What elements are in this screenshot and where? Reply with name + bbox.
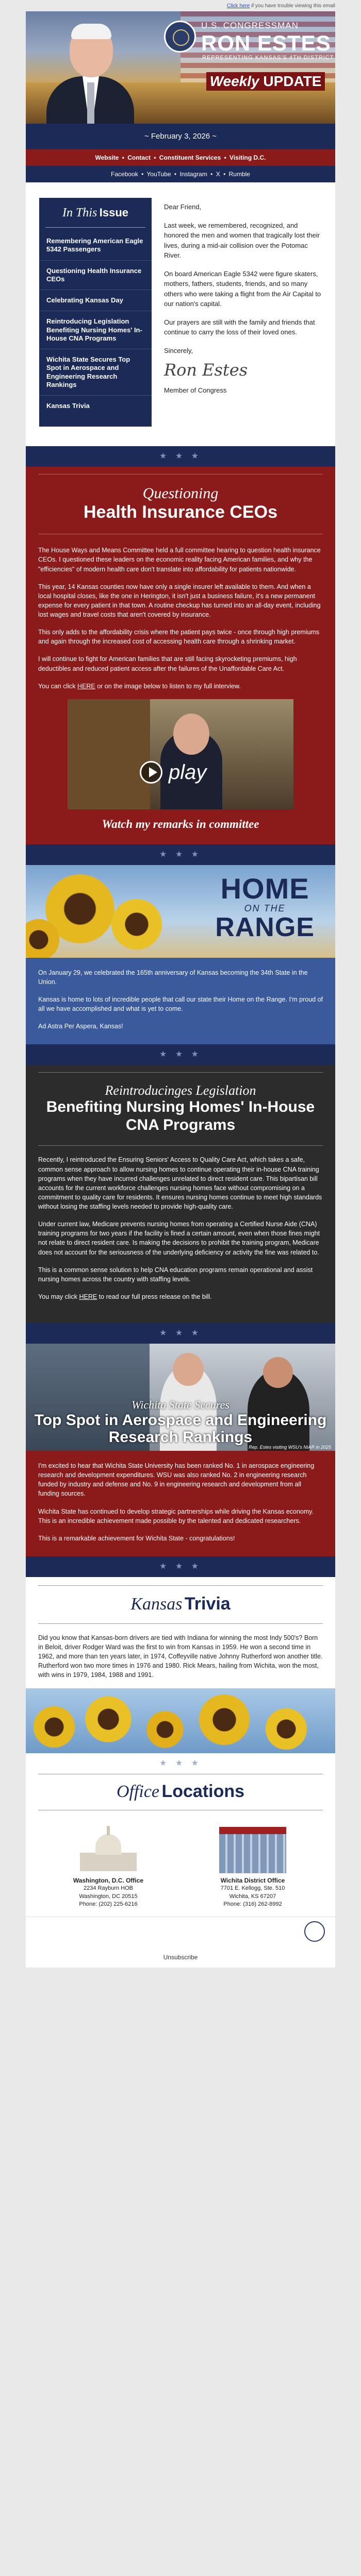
social-youtube-link[interactable]: YouTube — [146, 171, 171, 178]
offices-heading: Locations — [161, 1781, 245, 1801]
ceo-paragraph: I will continue to fight for American families that are still facing skyrocketing premiums, high deductibles and reduced patient access after the failures of the Unaffordable Care Act. — [38, 655, 297, 672]
cna-title — [38, 1072, 323, 1146]
ceo-kicker: Questioning — [142, 485, 219, 502]
view-online-text: if you have trouble viewing this email — [251, 3, 335, 9]
view-online-link[interactable]: Click here — [226, 3, 250, 9]
ceo-section — [26, 467, 335, 844]
nav-website-link[interactable]: Website — [95, 154, 119, 161]
kansas-day-paragraph: Ad Astra Per Aspera, Kansas! — [38, 1023, 123, 1030]
intro-section — [26, 182, 335, 446]
weekly-update-badge — [206, 72, 325, 91]
range-range: RANGE — [215, 912, 315, 942]
cna-paragraph — [38, 1292, 323, 1301]
wsu-banner — [26, 1344, 335, 1451]
sunflower-strip — [26, 1688, 335, 1753]
ceo-title — [38, 474, 323, 534]
capitol-icon — [44, 1817, 173, 1873]
video-caption: Watch my remarks in committee — [102, 817, 259, 831]
congress-seal-icon — [164, 21, 196, 53]
toc-item[interactable]: Celebrating Kansas Day — [39, 290, 152, 311]
ceo-click-post: or on the image below to listen to my full interview. — [97, 682, 241, 690]
kansas-day-section — [26, 958, 335, 1045]
wsu-body — [26, 1461, 335, 1543]
social-separator: • — [223, 171, 226, 178]
trivia-kicker: Kansas — [130, 1594, 183, 1614]
nav-separator: • — [154, 154, 156, 161]
nav-separator: • — [122, 154, 124, 161]
ceo-heading: Health Insurance CEOs — [83, 502, 277, 522]
kansas-day-paragraph: On January 29, we celebrated the 165th anniversary of Kansas becoming the 34th State in the Union. — [38, 969, 308, 986]
social-bar — [26, 166, 335, 182]
wsu-heading: Top Spot in Aerospace and Engineering Research Rankings — [34, 1412, 327, 1446]
unsubscribe-bar — [26, 1947, 335, 1968]
social-x-link[interactable]: X — [216, 171, 220, 178]
letter-paragraph: Our prayers are still with the family and friends that continue to carry the loss of their loved ones. — [164, 318, 315, 336]
range-home: HOME — [220, 872, 309, 905]
office-phone: Phone: (316) 262-8992 — [223, 1901, 282, 1908]
kansas-day-paragraph: Kansas is home to lots of incredible people that call our state their Home on the Range. I'm proud of all we have accomplished and what is yet to come. — [38, 996, 323, 1013]
cna-heading: Benefiting Nursing Homes' In-House CNA Programs — [46, 1098, 315, 1133]
social-facebook-link[interactable]: Facebook — [111, 171, 138, 178]
office-list — [26, 1817, 335, 1909]
ceo-paragraph: This year, 14 Kansas counties now have only a single insurer left available to them. And when a local hospital closes, like the one in Herington, it isn't just a business failure, it's a new permanent expense for every patient in that town. A routine checkup has turned into an all-day event, including lost wages and travel costs that aren't covered by insurance. — [38, 583, 321, 618]
letter-paragraph: On board American Eagle 5342 were figure skaters, mothers, fathers, students, friends, and so many others who were taking a flight from the Air Capital to our nation's capital. — [164, 269, 321, 308]
office-dc — [44, 1817, 173, 1909]
toc-in-this: In This — [62, 206, 97, 219]
social-instagram-link[interactable]: Instagram — [179, 171, 207, 178]
star-divider: ★ ★ ★ — [26, 1323, 335, 1344]
trivia-title — [38, 1585, 323, 1624]
update-label: UPDATE — [263, 73, 322, 89]
offices-title — [38, 1774, 323, 1810]
ceo-here-link[interactable]: HERE — [77, 682, 95, 690]
unsubscribe-link[interactable]: Unsubscribe — [163, 1954, 198, 1961]
ceo-click-pre: You can click — [38, 682, 76, 690]
toc-item[interactable]: Reintroducing Legislation Benefiting Nursing Homes' In-House CNA Programs — [39, 311, 152, 349]
wsu-photo-credit: Rep. Estes visiting WSU's NIAR in 2025 — [249, 1445, 331, 1450]
video-thumbnail[interactable] — [68, 699, 293, 809]
letter — [164, 198, 322, 427]
offices-section — [26, 1774, 335, 1917]
office-address-1: 7701 E. Kellogg, Ste. 510 — [220, 1885, 285, 1892]
weekly-label: Weekly — [209, 73, 259, 89]
cna-click-pre: You may click — [38, 1293, 77, 1300]
trivia-body — [26, 1633, 335, 1680]
header-banner — [26, 11, 335, 124]
nav-contact-link[interactable]: Contact — [127, 154, 151, 161]
nav-visiting-dc-link[interactable]: Visiting D.C. — [229, 154, 266, 161]
toc-issue: Issue — [99, 206, 129, 219]
star-divider: ★ ★ ★ — [26, 446, 335, 467]
ceo-paragraph — [38, 682, 323, 691]
kansas-day-body — [26, 968, 335, 1031]
nav-separator: • — [224, 154, 226, 161]
office-wichita — [188, 1817, 317, 1909]
cna-paragraph: This is a common sense solution to help CNA education programs remain operational and assist nursing homes across the country with staffing levels. — [38, 1266, 313, 1283]
congress-seal-icon — [304, 1921, 325, 1942]
ceo-paragraph: This only adds to the affordability crisis where the patient pays twice - once through high premiums and again through the increased cost of accessing health care through a shrinking market. — [38, 629, 320, 646]
cna-paragraph: Under current law, Medicare prevents nursing homes from operating a Certified Nurse Aide (CNA) training programs for two years if the facility is fined a certain amount, even when those fines might not relate to direct resident care. Is making the decisions to prohibit the training program, Medicare does not account for the seriousness of the underlying deficiency or activity the fine was related to. — [38, 1221, 320, 1256]
home-on-the-range-banner — [26, 865, 335, 958]
ceo-body — [26, 546, 335, 691]
header-us-congressman: U.S. CONGRESSMAN — [201, 21, 299, 30]
wsu-paragraph: Wichita State has continued to develop strategic partnerships while driving the Kansas economy. This is an incredible achievement made possible by the talented and dedicated researchers. — [38, 1507, 314, 1524]
star-divider: ★ ★ ★ — [26, 1753, 335, 1774]
wsu-section — [26, 1451, 335, 1556]
cna-kicker: Reintroducinges Legislation — [105, 1083, 256, 1098]
trivia-section — [26, 1577, 335, 1753]
wsu-kicker: Wichita State Secures — [132, 1398, 229, 1411]
toc-title — [45, 198, 145, 228]
header-name: RON ESTES — [201, 31, 331, 55]
cna-paragraph: Recently, I reintroduced the Ensuring Seniors' Access to Quality Care Act, which takes a safe, common sense approach to allow nursing homes to continue operating their in-house CNA training programs when they have incurred challenges unrelated to direct resident care. This bipartisan bill accounts for the current workforce challenges nursing homes face without compromising on a commitment to quality care for residents. It ensures nursing homes continue to meet high standards without losing the staffing levels needed to provide high-quality care. — [38, 1156, 322, 1210]
letter-greeting: Dear Friend, — [164, 203, 202, 211]
cna-click-post: to read our full press release on the bill. — [99, 1293, 212, 1300]
play-icon[interactable] — [140, 761, 162, 784]
office-name: Washington, D.C. Office — [73, 1876, 144, 1884]
wsu-title — [26, 1398, 335, 1446]
ceo-paragraph: The House Ways and Means Committee held a full committee hearing to question health insurance CEOs. I questioned these leaders on the economic reality facing American families, and why the "efficiencies" of modern health care don't translate into affordability for patients nationwide. — [38, 547, 321, 573]
letter-paragraph: Last week, we remembered, recognized, and honored the men and women that tragically lost their lives, during a mid-air collision over the Potomac River. — [164, 221, 320, 259]
congressman-portrait — [46, 16, 134, 124]
letter-closing: Sincerely, — [164, 346, 193, 354]
social-separator: • — [141, 171, 144, 178]
top-link-bar — [26, 0, 335, 11]
newsletter — [26, 0, 335, 1968]
cna-section — [26, 1065, 335, 1323]
office-building-icon — [188, 1817, 317, 1873]
cna-body — [26, 1155, 335, 1301]
wsu-paragraph: I'm excited to hear that Wichita State University has been ranked No. 1 in aerospace engineering research and development expenditures. WSU was also ranked No. 2 in engineering research funded by industry and defense and No. 9 in engineering research and development from all funding sources. — [38, 1462, 315, 1498]
trivia-paragraph: Did you know that Kansas-born drivers are tied with Indiana for winning the most Indy 500's? Born in Beloit, driver Rodger Ward was the first to win from Kansas in 1959. He won a second time in 1962, and more than ten years later, in 1974, Coffeyville native Johnny Rutherford won another title. Rutherford won two more times in 1976 and 1980. Rick Mears, hailing from Wichita, won the most, with wins in 1979, 1984, 1988 and 1991. — [38, 1634, 323, 1679]
star-divider: ★ ★ ★ — [26, 1044, 335, 1065]
office-phone: Phone: (202) 225-6216 — [79, 1901, 138, 1908]
table-of-contents — [39, 198, 152, 427]
trivia-heading: Trivia — [184, 1594, 231, 1614]
nav-constituent-services-link[interactable]: Constituent Services — [159, 154, 221, 161]
wsu-paragraph: This is a remarkable achievement for Wichita State - congratulations! — [38, 1534, 235, 1542]
range-on-the: ON THE — [244, 903, 286, 913]
toc-item[interactable]: Kansas Trivia — [46, 402, 90, 410]
header-district: REPRESENTING KANSAS'S 4TH DISTRICT — [202, 55, 334, 61]
toc-item[interactable]: Wichita State Secures Top Spot in Aerospace and Engineering Research Rankings — [39, 349, 152, 396]
cna-here-link[interactable]: HERE — [79, 1293, 97, 1300]
office-name: Wichita District Office — [220, 1876, 285, 1884]
social-separator: • — [210, 171, 213, 178]
social-rumble-link[interactable]: Rumble — [228, 171, 250, 178]
range-title — [215, 874, 315, 941]
signature: Ron Estes — [164, 360, 248, 380]
office-address-2: Washington, DC 20515 — [79, 1893, 138, 1900]
issue-date: ~ February 3, 2026 ~ — [26, 124, 335, 149]
nav-bar — [26, 149, 335, 166]
office-address-1: 2234 Rayburn HOB — [84, 1885, 133, 1892]
play-label[interactable]: play — [169, 760, 207, 784]
star-divider: ★ ★ ★ — [26, 1556, 335, 1577]
star-divider: ★ ★ ★ — [26, 844, 335, 865]
footer-strip — [26, 1917, 335, 1947]
letter-title: Member of Congress — [164, 386, 227, 394]
toc-item[interactable]: Questioning Health Insurance CEOs — [39, 261, 152, 291]
office-address-2: Wichita, KS 67207 — [229, 1893, 276, 1900]
toc-item[interactable]: Remembering American Eagle 5342 Passengers — [39, 231, 152, 261]
social-separator: • — [174, 171, 177, 178]
offices-kicker: Office — [116, 1782, 160, 1801]
